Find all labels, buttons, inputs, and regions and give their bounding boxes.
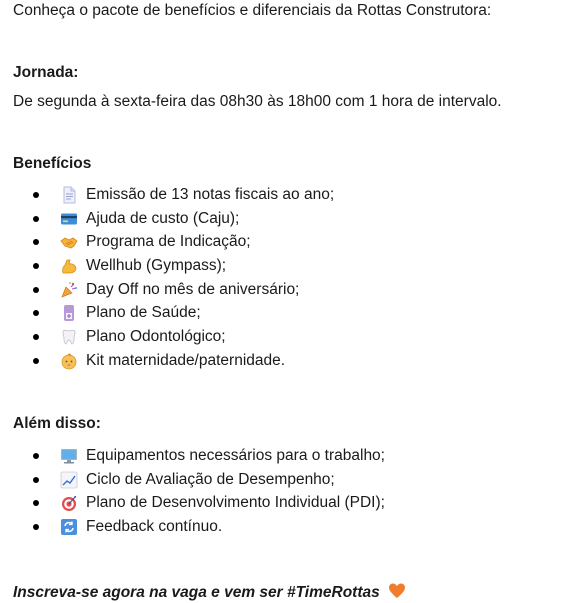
list-item (13, 325, 334, 349)
medical-kit-icon (60, 304, 78, 322)
bullet-icon (33, 310, 39, 316)
list-item (13, 444, 385, 468)
bullet-icon (33, 334, 39, 340)
list-item-label: Feedback contínuo. (86, 518, 223, 536)
list-item-label: Plano de Saúde; (86, 304, 201, 322)
bullet-icon (33, 500, 39, 506)
orange-heart-icon (388, 582, 406, 600)
list-item-label: Day Off no mês de aniversário; (86, 280, 300, 298)
chart-increasing-icon (60, 471, 78, 489)
tooth-icon (60, 328, 78, 346)
repeat-icon (60, 518, 78, 536)
bullet-icon (33, 477, 39, 483)
list-item (13, 301, 334, 325)
bullet-icon (33, 287, 39, 293)
baby-icon (60, 352, 78, 370)
alem-heading: Além disso: (13, 415, 101, 432)
bullet-icon (33, 453, 39, 459)
call-to-action (13, 582, 406, 603)
alem-list (13, 444, 385, 539)
list-item (13, 468, 385, 492)
bullet-icon (33, 239, 39, 245)
list-item-label: Ciclo de Avaliação de Desempenho; (86, 470, 335, 488)
list-item (13, 278, 334, 302)
bullet-icon (33, 263, 39, 269)
target-icon (60, 494, 78, 512)
list-item-label: Kit maternidade/paternidade. (86, 351, 286, 369)
list-item (13, 230, 334, 254)
jornada-heading: Jornada: (13, 64, 79, 81)
flexed-biceps-icon (60, 257, 78, 275)
document-icon (60, 186, 78, 204)
list-item (13, 515, 385, 539)
list-item (13, 254, 334, 278)
beneficios-heading: Benefícios (13, 155, 92, 172)
computer-icon (60, 447, 78, 465)
jornada-text: De segunda à sexta-feira das 08h30 às 18h00 com 1 hora de intervalo. (13, 93, 502, 110)
bullet-icon (33, 192, 39, 198)
list-item (13, 349, 334, 373)
list-item (13, 491, 385, 515)
beneficios-list (13, 183, 334, 373)
bullet-icon (33, 524, 39, 530)
list-item-label: Equipamentos necessários para o trabalho; (86, 447, 385, 464)
bullet-icon (33, 216, 39, 222)
bullet-icon (33, 358, 39, 364)
party-popper-icon (60, 281, 78, 299)
list-item-label: Wellhub (Gympass); (86, 257, 227, 275)
list-item-label: Programa de Indicação; (86, 233, 251, 251)
list-item-label: Plano de Desenvolvimento Individual (PDI); (86, 494, 385, 512)
cta-text: Inscreva-se agora na vaga e vem ser #TimeRottas (13, 584, 380, 601)
list-item (13, 183, 334, 207)
credit-card-icon (60, 210, 78, 228)
list-item-label: Plano Odontológico; (86, 328, 226, 346)
list-item (13, 207, 334, 231)
list-item-label: Emissão de 13 notas fiscais ao ano; (86, 186, 335, 203)
handshake-icon (60, 233, 78, 251)
intro-text: Conheça o pacote de benefícios e diferenciais da Rottas Construtora: (13, 2, 492, 19)
list-item-label: Ajuda de custo (Caju); (86, 209, 240, 227)
